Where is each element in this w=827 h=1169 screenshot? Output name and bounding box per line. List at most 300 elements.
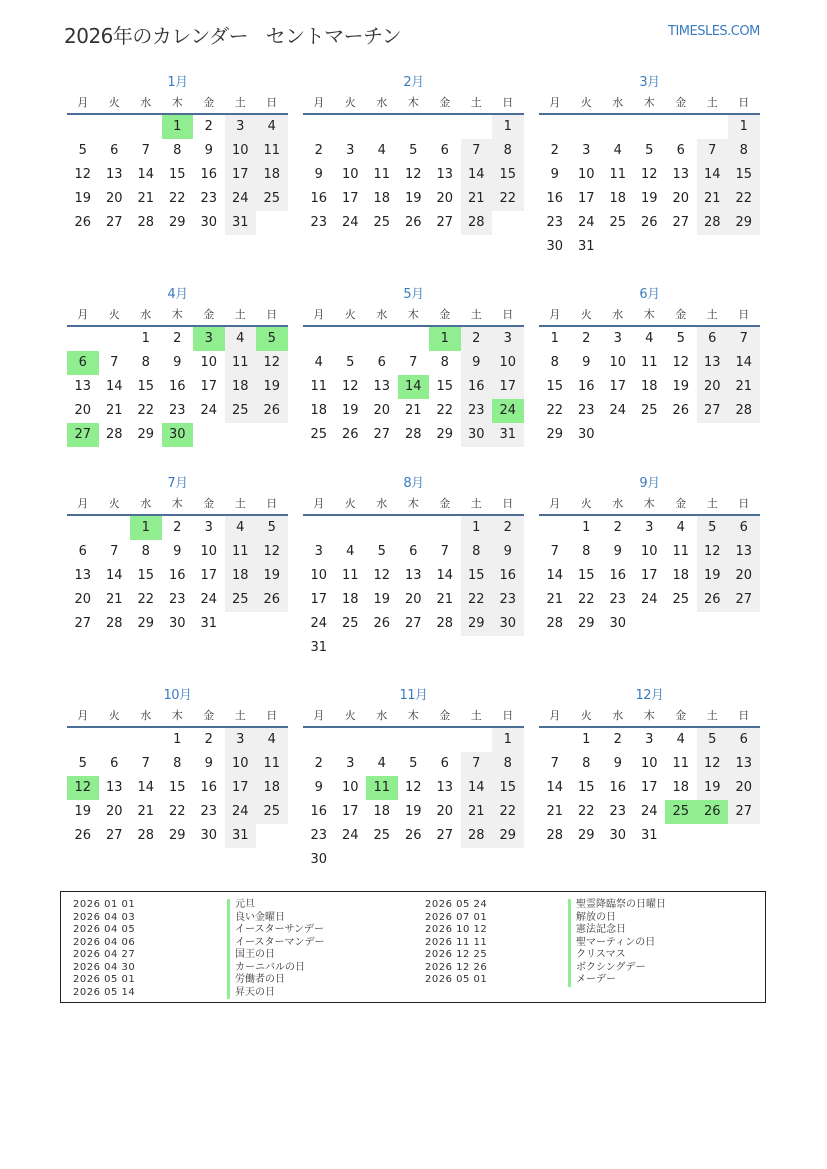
day-cell: 13	[672, 167, 690, 182]
day-grid	[67, 115, 288, 235]
day-cell: 14	[105, 568, 123, 583]
holiday-day-cell: 3	[193, 327, 225, 351]
weekday-label: 木	[407, 709, 419, 722]
month-name: 1月	[167, 75, 188, 90]
day-cell: 6	[78, 544, 87, 559]
weekday-label: 金	[675, 96, 687, 109]
day-cell: 22	[728, 187, 760, 211]
day-cell: 5	[346, 355, 355, 370]
holiday-names-col1	[227, 899, 325, 999]
weekday-label: 月	[549, 709, 561, 722]
weekday-label: 木	[643, 709, 655, 722]
month-name: 11月	[399, 688, 428, 703]
day-cell: 2	[492, 516, 524, 540]
holiday-name: メーデー	[568, 974, 666, 987]
day-cell: 18	[225, 564, 257, 588]
day-cell: 2	[173, 331, 182, 346]
empty-cell	[461, 728, 493, 752]
day-cell: 31	[225, 824, 257, 848]
day-cell: 6	[440, 756, 449, 771]
day-cell: 15	[137, 379, 155, 394]
weekday-label: 金	[439, 308, 451, 321]
holiday-day-cell: 1	[162, 115, 194, 139]
day-cell: 23	[461, 399, 493, 423]
holiday-day-cell: 27	[67, 423, 99, 447]
day-cell: 3	[204, 520, 213, 535]
day-cell: 13	[436, 780, 454, 795]
day-cell: 1	[173, 732, 182, 747]
day-cell: 25	[373, 828, 391, 843]
day-cell: 29	[137, 427, 155, 442]
day-cell: 24	[341, 828, 359, 843]
month-name: 10月	[163, 688, 192, 703]
weekday-label: 火	[580, 96, 592, 109]
day-cell: 2	[582, 331, 591, 346]
day-cell: 27	[373, 427, 391, 442]
day-cell: 12	[74, 167, 92, 182]
day-cell: 27	[728, 588, 760, 612]
day-cell: 12	[404, 780, 422, 795]
day-cell: 22	[577, 804, 595, 819]
holiday-day-cell: 1	[429, 327, 461, 351]
day-cell: 26	[697, 588, 729, 612]
empty-cell	[99, 115, 131, 139]
day-cell: 26	[404, 215, 422, 230]
empty-cell	[398, 728, 430, 752]
day-cell: 10	[640, 544, 658, 559]
day-cell: 7	[110, 355, 119, 370]
day-cell: 3	[645, 732, 654, 747]
day-cell: 29	[436, 427, 454, 442]
holiday-day-cell: 1	[130, 516, 162, 540]
day-cell: 12	[697, 540, 729, 564]
day-cell: 6	[728, 516, 760, 540]
day-cell: 21	[461, 187, 493, 211]
empty-cell	[366, 327, 398, 351]
day-cell: 18	[256, 163, 288, 187]
holiday-name: 元旦	[227, 899, 325, 912]
day-cell: 27	[436, 828, 454, 843]
day-grid	[303, 327, 524, 447]
weekday-label: 日	[738, 96, 750, 109]
day-cell: 8	[582, 756, 591, 771]
day-cell: 17	[640, 568, 658, 583]
day-cell: 13	[728, 752, 760, 776]
day-cell: 31	[310, 640, 328, 655]
holiday-date: 2026 05 01	[425, 974, 488, 985]
holiday-names-col2	[568, 899, 666, 987]
day-cell: 14	[461, 163, 493, 187]
day-cell: 26	[672, 403, 690, 418]
month-name: 8月	[403, 476, 424, 491]
month-calendar	[303, 474, 524, 660]
day-cell: 7	[110, 544, 119, 559]
day-cell: 16	[200, 167, 218, 182]
day-cell: 19	[341, 403, 359, 418]
day-cell: 8	[550, 355, 559, 370]
day-cell: 12	[341, 379, 359, 394]
day-cell: 31	[200, 616, 218, 631]
day-cell: 11	[225, 540, 257, 564]
day-cell: 3	[613, 331, 622, 346]
holiday-name: 聖マーティンの日	[568, 937, 666, 950]
day-cell: 21	[697, 187, 729, 211]
weekday-label: 水	[140, 709, 152, 722]
day-cell: 26	[373, 616, 391, 631]
holiday-day-cell: 26	[697, 800, 729, 824]
day-cell: 13	[74, 568, 92, 583]
day-cell: 11	[225, 351, 257, 375]
day-cell: 24	[640, 804, 658, 819]
day-cell: 15	[168, 780, 186, 795]
day-cell: 16	[609, 568, 627, 583]
day-cell: 7	[461, 139, 493, 163]
weekday-label: 火	[580, 709, 592, 722]
empty-cell	[429, 728, 461, 752]
day-cell: 21	[461, 800, 493, 824]
day-cell: 28	[404, 427, 422, 442]
day-cell: 3	[645, 520, 654, 535]
day-cell: 23	[310, 215, 328, 230]
month-name: 6月	[639, 287, 660, 302]
day-cell: 17	[225, 163, 257, 187]
holiday-date: 2026 01 01	[73, 899, 136, 910]
day-cell: 20	[728, 776, 760, 800]
day-cell: 18	[310, 403, 328, 418]
day-cell: 19	[256, 564, 288, 588]
day-cell: 1	[141, 331, 150, 346]
day-cell: 2	[613, 732, 622, 747]
day-cell: 25	[341, 616, 359, 631]
day-cell: 9	[173, 544, 182, 559]
day-cell: 14	[728, 351, 760, 375]
day-cell: 18	[672, 568, 690, 583]
holiday-day-cell: 25	[665, 800, 697, 824]
weekday-header	[539, 494, 760, 516]
day-cell: 18	[256, 776, 288, 800]
weekday-label: 水	[612, 308, 624, 321]
holiday-date: 2026 10 12	[425, 924, 488, 935]
weekday-label: 土	[470, 709, 482, 722]
day-cell: 1	[492, 115, 524, 139]
weekday-label: 木	[407, 497, 419, 510]
weekday-label: 金	[675, 497, 687, 510]
day-cell: 9	[582, 355, 591, 370]
empty-cell	[335, 516, 367, 540]
weekday-label: 日	[738, 709, 750, 722]
day-cell: 23	[609, 592, 627, 607]
day-cell: 3	[346, 143, 355, 158]
month-calendar	[539, 686, 760, 848]
holiday-day-cell: 24	[492, 399, 524, 423]
weekday-label: 月	[549, 308, 561, 321]
day-cell: 7	[440, 544, 449, 559]
day-cell: 16	[200, 780, 218, 795]
day-cell: 19	[74, 191, 92, 206]
holiday-date: 2026 04 05	[73, 924, 136, 935]
day-cell: 2	[461, 327, 493, 351]
holiday-list	[60, 891, 766, 1003]
site-logo[interactable]: TIMESLES.COM	[668, 24, 760, 39]
day-cell: 28	[436, 616, 454, 631]
weekday-label: 月	[77, 709, 89, 722]
day-grid	[539, 516, 760, 636]
day-cell: 4	[314, 355, 323, 370]
month-calendar	[303, 285, 524, 447]
day-cell: 4	[377, 756, 386, 771]
day-cell: 18	[609, 191, 627, 206]
empty-cell	[335, 327, 367, 351]
day-cell: 8	[141, 355, 150, 370]
month-name: 4月	[167, 287, 188, 302]
weekday-label: 日	[266, 308, 278, 321]
weekday-label: 火	[580, 308, 592, 321]
weekday-label: 金	[439, 96, 451, 109]
day-cell: 8	[582, 544, 591, 559]
day-cell: 10	[225, 139, 257, 163]
day-cell: 20	[74, 403, 92, 418]
day-cell: 3	[492, 327, 524, 351]
day-cell: 10	[341, 167, 359, 182]
day-cell: 14	[461, 776, 493, 800]
day-grid	[539, 115, 760, 259]
month-calendar	[67, 285, 288, 447]
day-cell: 23	[609, 804, 627, 819]
day-cell: 25	[640, 403, 658, 418]
holiday-date: 2026 11 11	[425, 936, 488, 948]
weekday-label: 金	[675, 308, 687, 321]
holiday-day-cell: 12	[67, 776, 99, 800]
day-cell: 21	[137, 191, 155, 206]
day-cell: 17	[609, 379, 627, 394]
weekday-label: 水	[612, 497, 624, 510]
day-cell: 27	[672, 215, 690, 230]
day-cell: 23	[200, 191, 218, 206]
weekday-label: 日	[502, 96, 514, 109]
day-cell: 4	[676, 520, 685, 535]
day-cell: 8	[173, 143, 182, 158]
day-cell: 7	[550, 544, 559, 559]
day-cell: 7	[550, 756, 559, 771]
day-cell: 1	[461, 516, 493, 540]
day-cell: 1	[492, 728, 524, 752]
day-cell: 26	[74, 828, 92, 843]
day-grid	[67, 327, 288, 447]
day-cell: 30	[461, 423, 493, 447]
day-cell: 8	[492, 752, 524, 776]
day-cell: 19	[74, 804, 92, 819]
day-cell: 14	[697, 163, 729, 187]
day-cell: 10	[640, 756, 658, 771]
page-title: 2026年のカレンダー セントマーチン	[64, 24, 402, 48]
day-cell: 9	[204, 756, 213, 771]
weekday-label: 水	[140, 96, 152, 109]
empty-cell	[99, 728, 131, 752]
weekday-label: 月	[313, 709, 325, 722]
weekday-label: 木	[171, 709, 183, 722]
weekday-label: 月	[77, 497, 89, 510]
day-cell: 30	[200, 215, 218, 230]
empty-cell	[539, 728, 571, 752]
day-cell: 20	[404, 592, 422, 607]
empty-cell	[99, 516, 131, 540]
weekday-label: 水	[376, 308, 388, 321]
weekday-label: 日	[266, 497, 278, 510]
day-cell: 10	[577, 167, 595, 182]
day-cell: 21	[137, 804, 155, 819]
day-grid	[67, 728, 288, 848]
holiday-date: 2026 04 27	[73, 949, 136, 960]
day-cell: 5	[697, 516, 729, 540]
day-cell: 24	[577, 215, 595, 230]
day-cell: 30	[546, 239, 564, 254]
day-cell: 20	[74, 592, 92, 607]
day-cell: 29	[546, 427, 564, 442]
day-cell: 13	[404, 568, 422, 583]
holiday-name: イースターサンデー	[227, 924, 325, 937]
day-cell: 21	[546, 804, 564, 819]
weekday-label: 木	[171, 308, 183, 321]
day-cell: 9	[613, 544, 622, 559]
weekday-label: 日	[502, 497, 514, 510]
day-cell: 19	[256, 375, 288, 399]
holiday-date: 2026 12 25	[425, 949, 488, 960]
day-cell: 27	[74, 616, 92, 631]
day-cell: 23	[168, 592, 186, 607]
day-cell: 27	[697, 399, 729, 423]
day-cell: 4	[225, 327, 257, 351]
day-cell: 8	[173, 756, 182, 771]
empty-cell	[398, 115, 430, 139]
weekday-label: 金	[203, 709, 215, 722]
empty-cell	[665, 115, 697, 139]
day-cell: 14	[105, 379, 123, 394]
empty-cell	[398, 327, 430, 351]
day-cell: 29	[137, 616, 155, 631]
day-cell: 8	[728, 139, 760, 163]
day-cell: 22	[492, 800, 524, 824]
holiday-name: イースターマンデー	[227, 937, 325, 950]
day-cell: 24	[640, 592, 658, 607]
holiday-name: 良い金曜日	[227, 912, 325, 925]
day-cell: 4	[256, 115, 288, 139]
day-cell: 13	[105, 780, 123, 795]
day-cell: 27	[105, 215, 123, 230]
day-cell: 25	[256, 187, 288, 211]
day-cell: 20	[105, 804, 123, 819]
day-cell: 12	[697, 752, 729, 776]
day-cell: 11	[256, 752, 288, 776]
weekday-label: 日	[738, 497, 750, 510]
empty-cell	[67, 516, 99, 540]
weekday-header	[303, 494, 524, 516]
day-cell: 20	[105, 191, 123, 206]
day-cell: 24	[200, 592, 218, 607]
day-cell: 7	[141, 143, 150, 158]
day-cell: 26	[640, 215, 658, 230]
weekday-label: 金	[203, 96, 215, 109]
day-cell: 6	[377, 355, 386, 370]
day-cell: 12	[256, 351, 288, 375]
empty-cell	[366, 516, 398, 540]
day-cell: 24	[225, 800, 257, 824]
day-cell: 25	[225, 399, 257, 423]
day-cell: 25	[373, 215, 391, 230]
weekday-label: 金	[203, 497, 215, 510]
holiday-day-cell: 14	[398, 375, 430, 399]
day-cell: 25	[256, 800, 288, 824]
weekday-header	[303, 706, 524, 728]
day-cell: 25	[310, 427, 328, 442]
day-cell: 4	[225, 516, 257, 540]
day-cell: 21	[105, 592, 123, 607]
day-cell: 19	[404, 191, 422, 206]
day-cell: 22	[168, 191, 186, 206]
day-cell: 5	[409, 143, 418, 158]
holiday-dates-col2	[425, 899, 487, 987]
weekday-label: 火	[108, 497, 120, 510]
day-cell: 28	[105, 427, 123, 442]
month-name: 9月	[639, 476, 660, 491]
day-cell: 4	[613, 143, 622, 158]
day-cell: 2	[613, 520, 622, 535]
day-cell: 18	[341, 592, 359, 607]
weekday-label: 火	[344, 497, 356, 510]
day-cell: 30	[609, 828, 627, 843]
weekday-label: 月	[549, 497, 561, 510]
day-cell: 29	[168, 828, 186, 843]
month-calendar	[303, 73, 524, 235]
day-cell: 26	[74, 215, 92, 230]
day-cell: 8	[461, 540, 493, 564]
holiday-name: 労働者の日	[227, 974, 325, 987]
month-calendar	[539, 285, 760, 447]
weekday-label: 月	[313, 308, 325, 321]
day-cell: 16	[546, 191, 564, 206]
empty-cell	[67, 115, 99, 139]
empty-cell	[366, 728, 398, 752]
weekday-label: 月	[77, 308, 89, 321]
day-cell: 2	[173, 520, 182, 535]
weekday-label: 水	[376, 709, 388, 722]
weekday-label: 日	[266, 709, 278, 722]
weekday-header	[539, 305, 760, 327]
day-cell: 4	[645, 331, 654, 346]
day-cell: 20	[436, 804, 454, 819]
day-cell: 4	[346, 544, 355, 559]
day-cell: 31	[640, 828, 658, 843]
day-cell: 15	[577, 780, 595, 795]
day-cell: 17	[341, 191, 359, 206]
day-cell: 15	[728, 163, 760, 187]
weekday-header	[303, 93, 524, 115]
empty-cell	[130, 728, 162, 752]
holiday-name: カーニバルの日	[227, 962, 325, 975]
day-cell: 24	[341, 215, 359, 230]
month-name: 12月	[635, 688, 664, 703]
weekday-label: 土	[706, 96, 718, 109]
day-cell: 9	[461, 351, 493, 375]
weekday-label: 土	[706, 497, 718, 510]
weekday-label: 木	[643, 497, 655, 510]
holiday-day-cell: 6	[67, 351, 99, 375]
day-cell: 18	[373, 804, 391, 819]
day-cell: 16	[461, 375, 493, 399]
day-cell: 13	[728, 540, 760, 564]
weekday-label: 金	[675, 709, 687, 722]
empty-cell	[303, 516, 335, 540]
day-cell: 23	[546, 215, 564, 230]
